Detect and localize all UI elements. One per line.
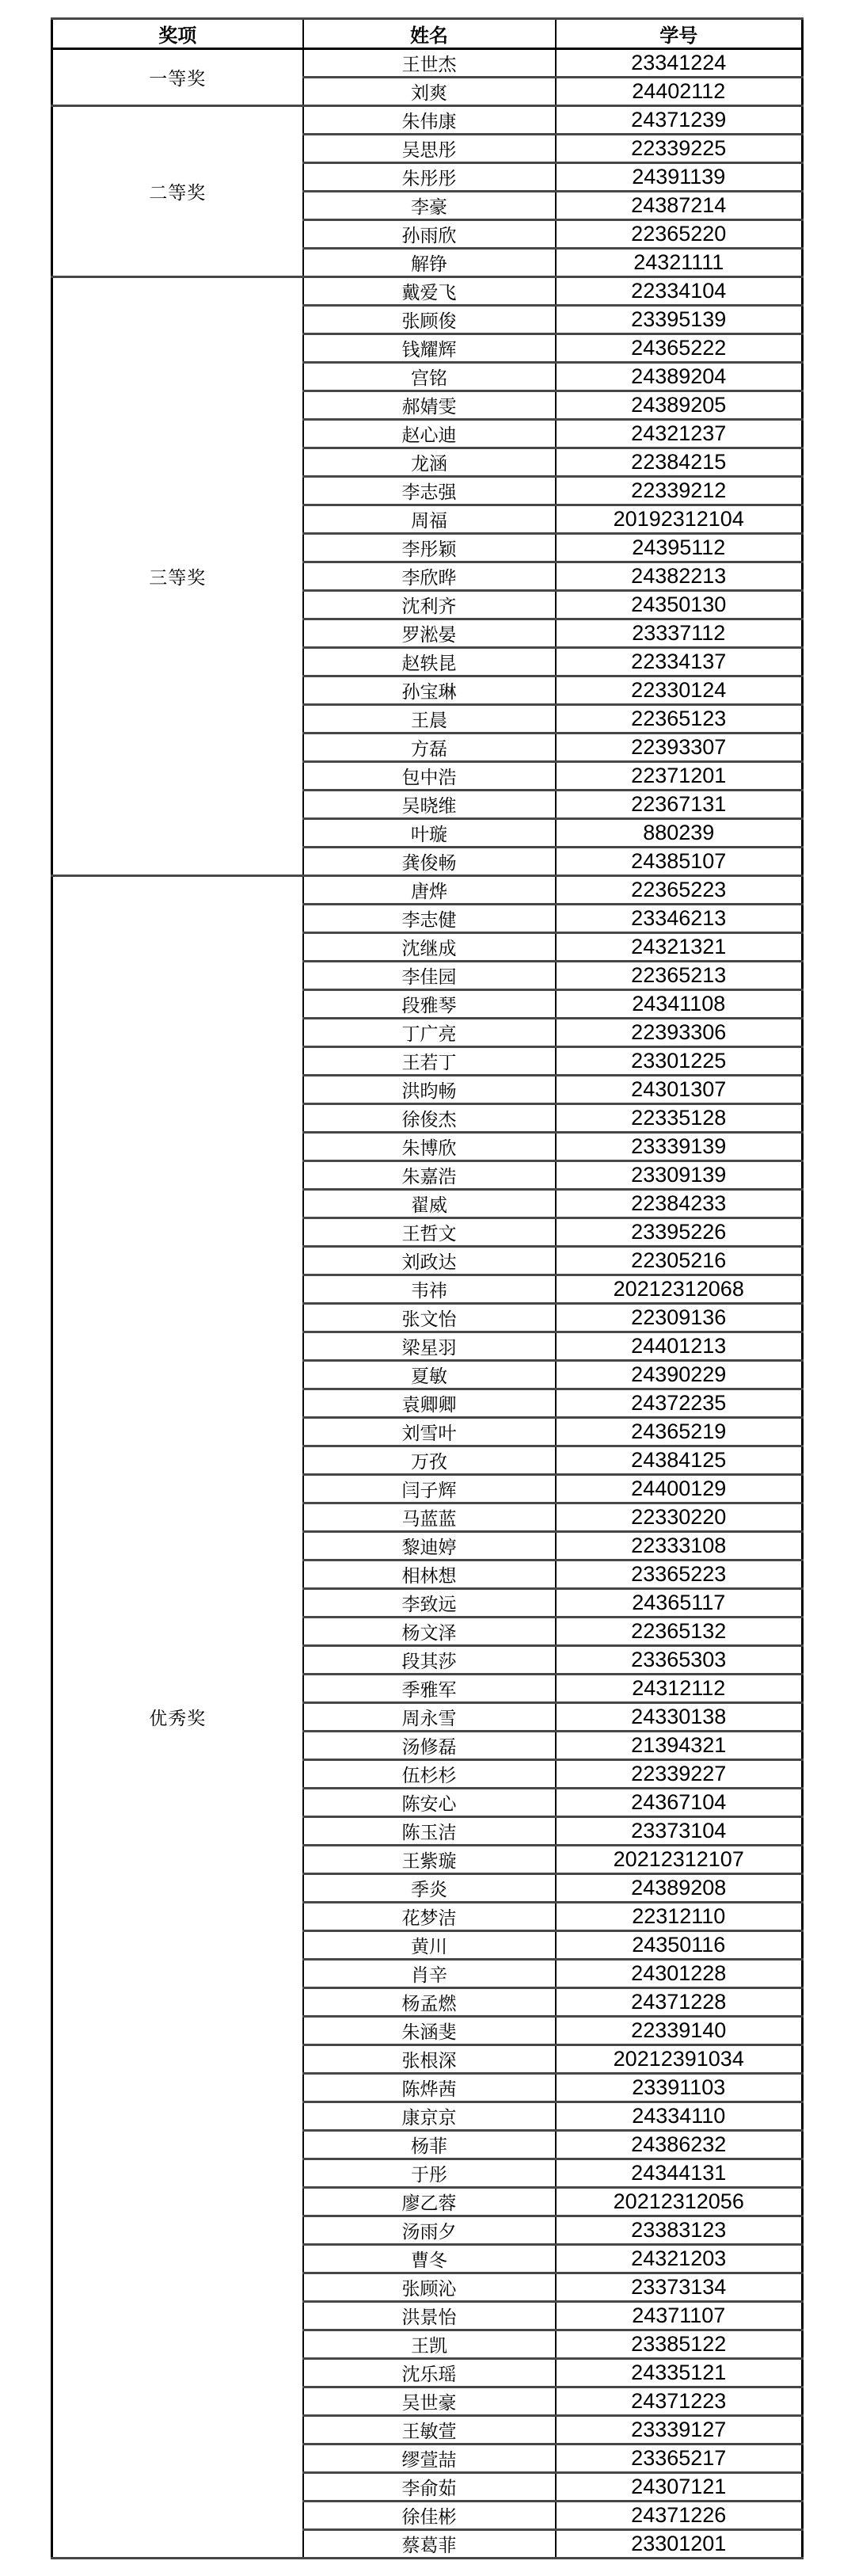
winner-name: 洪昀畅 [303,1076,556,1104]
winner-student-id: 22339227 [556,1760,803,1789]
winner-student-id: 24365222 [556,334,803,363]
winner-name: 王晨 [303,705,556,734]
winner-student-id: 24389208 [556,1874,803,1903]
winner-name: 刘雪叶 [303,1418,556,1446]
winner-name: 缪萱喆 [303,2445,556,2473]
winner-student-id: 23383123 [556,2216,803,2245]
winner-name: 杨菲 [303,2131,556,2159]
winner-name: 万孜 [303,1446,556,1475]
winner-name: 吴晓维 [303,791,556,819]
winner-student-id: 24334110 [556,2102,803,2131]
winner-student-id: 22365123 [556,705,803,734]
winner-name: 朱彤彤 [303,163,556,192]
table-row [52,876,803,905]
winner-student-id: 22393307 [556,734,803,762]
winner-name: 汤修磊 [303,1732,556,1760]
winner-student-id: 24395112 [556,534,803,562]
winner-student-id: 22312110 [556,1903,803,1931]
winner-student-id: 22335128 [556,1104,803,1133]
winner-student-id: 23341224 [556,49,803,78]
winner-student-id: 24350130 [556,591,803,619]
winner-student-id: 24391139 [556,163,803,192]
winner-student-id: 22339140 [556,2017,803,2045]
winner-student-id: 22305216 [556,1247,803,1275]
winner-name: 花梦洁 [303,1903,556,1931]
winner-student-id: 24382213 [556,562,803,591]
winner-name: 郝婧雯 [303,391,556,420]
winner-student-id: 23395139 [556,306,803,334]
winner-student-id: 23365223 [556,1560,803,1589]
award-list [51,17,804,2559]
winner-name: 李彤颖 [303,534,556,562]
winner-student-id: 24384125 [556,1446,803,1475]
winner-student-id: 24371226 [556,2502,803,2530]
winner-student-id: 24365117 [556,1589,803,1618]
winner-student-id: 23373134 [556,2273,803,2302]
winner-student-id: 24350116 [556,1931,803,1960]
winner-student-id: 22384215 [556,448,803,477]
winner-name: 戴爱飞 [303,277,556,306]
winner-student-id: 22365223 [556,876,803,905]
winner-student-id: 23385122 [556,2330,803,2359]
winner-student-id: 22333108 [556,1532,803,1560]
winner-student-id: 24386232 [556,2131,803,2159]
winner-name: 马蓝蓝 [303,1503,556,1532]
winner-name: 季炎 [303,1874,556,1903]
winner-student-id: 24341108 [556,990,803,1019]
winner-student-id: 22334137 [556,648,803,676]
winner-name: 闫子辉 [303,1475,556,1503]
winner-name: 孙宝琳 [303,676,556,705]
winner-name: 赵轶昆 [303,648,556,676]
winner-student-id: 24335121 [556,2359,803,2387]
winner-student-id: 20212312068 [556,1275,803,1304]
winner-name: 钱耀辉 [303,334,556,363]
winner-student-id: 24372235 [556,1389,803,1418]
winner-student-id: 24321237 [556,420,803,448]
winner-name: 吴思彤 [303,135,556,163]
winner-name: 夏敏 [303,1361,556,1389]
winner-name: 朱伟康 [303,106,556,135]
winner-student-id: 22309136 [556,1304,803,1332]
winner-name: 洪景怡 [303,2302,556,2330]
winner-name: 汤雨夕 [303,2216,556,2245]
winner-student-id: 24312112 [556,1675,803,1703]
winner-name: 李志强 [303,477,556,505]
award-table [51,17,804,2559]
winner-name: 肖辛 [303,1960,556,1988]
winner-student-id: 23309139 [556,1161,803,1190]
winner-name: 曹冬 [303,2245,556,2273]
winner-name: 王若丁 [303,1047,556,1076]
winner-student-id: 22365220 [556,220,803,249]
winner-student-id: 24321203 [556,2245,803,2273]
winner-name: 陈烨茜 [303,2074,556,2102]
winner-name: 孙雨欣 [303,220,556,249]
winner-student-id: 22330220 [556,1503,803,1532]
winner-name: 包中浩 [303,762,556,791]
winner-student-id: 21394321 [556,1732,803,1760]
table-row [52,106,803,135]
winner-name: 李佳园 [303,962,556,990]
winner-name: 李志健 [303,905,556,933]
winner-student-id: 24371223 [556,2387,803,2416]
winner-name: 方磊 [303,734,556,762]
header-student-id: 学号 [556,19,803,49]
winner-student-id: 22339212 [556,477,803,505]
winner-name: 段其莎 [303,1646,556,1675]
winner-student-id: 22384233 [556,1190,803,1218]
header-name: 姓名 [303,19,556,49]
winner-name: 张顾俊 [303,306,556,334]
winner-student-id: 24389204 [556,363,803,391]
winner-name: 沈利齐 [303,591,556,619]
winner-name: 王哲文 [303,1218,556,1247]
winner-name: 黎迪婷 [303,1532,556,1560]
winner-name: 陈玉洁 [303,1817,556,1846]
winner-student-id: 24365219 [556,1418,803,1446]
winner-name: 丁广亮 [303,1019,556,1047]
winner-name: 段雅琴 [303,990,556,1019]
winner-name: 王敏萱 [303,2416,556,2445]
winner-name: 李欣晔 [303,562,556,591]
winner-student-id: 24387214 [556,192,803,220]
winner-name: 梁星羽 [303,1332,556,1361]
winner-student-id: 20212312107 [556,1846,803,1874]
winner-name: 廖乙蓉 [303,2188,556,2216]
winner-student-id: 24321111 [556,249,803,277]
winner-name: 刘爽 [303,78,556,106]
winner-student-id: 23346213 [556,905,803,933]
winner-student-id: 23365303 [556,1646,803,1675]
winner-name: 朱嘉浩 [303,1161,556,1190]
winner-student-id: 24390229 [556,1361,803,1389]
winner-student-id: 24330138 [556,1703,803,1732]
winner-name: 黄川 [303,1931,556,1960]
winner-student-id: 22393306 [556,1019,803,1047]
winner-student-id: 22365213 [556,962,803,990]
award-table-body [52,49,803,2559]
winner-name: 刘政达 [303,1247,556,1275]
award-group-label: 优秀奖 [52,876,303,2559]
winner-student-id: 24307121 [556,2473,803,2502]
winner-name: 李俞茹 [303,2473,556,2502]
winner-student-id: 24371107 [556,2302,803,2330]
winner-student-id: 23373104 [556,1817,803,1846]
winner-name: 沈乐瑶 [303,2359,556,2387]
winner-student-id: 24389205 [556,391,803,420]
table-row [52,277,803,306]
winner-name: 张根深 [303,2045,556,2074]
winner-name: 相林想 [303,1560,556,1589]
winner-name: 韦祎 [303,1275,556,1304]
winner-name: 徐佳彬 [303,2502,556,2530]
winner-name: 朱涵斐 [303,2017,556,2045]
winner-student-id: 20212391034 [556,2045,803,2074]
winner-name: 于彤 [303,2159,556,2188]
winner-name: 周永雪 [303,1703,556,1732]
winner-student-id: 24301228 [556,1960,803,1988]
winner-name: 王世杰 [303,49,556,78]
winner-student-id: 23365217 [556,2445,803,2473]
winner-name: 吴世豪 [303,2387,556,2416]
winner-student-id: 22371201 [556,762,803,791]
winner-student-id: 24371228 [556,1988,803,2017]
winner-student-id: 20212312056 [556,2188,803,2216]
winner-student-id: 23339139 [556,1133,803,1161]
winner-name: 伍杉杉 [303,1760,556,1789]
winner-student-id: 22330124 [556,676,803,705]
winner-student-id: 23337112 [556,619,803,648]
winner-student-id: 23339127 [556,2416,803,2445]
winner-student-id: 23301201 [556,2530,803,2559]
winner-student-id: 24385107 [556,848,803,876]
winner-student-id: 24301307 [556,1076,803,1104]
winner-student-id: 23301225 [556,1047,803,1076]
winner-student-id: 24402112 [556,78,803,106]
winner-name: 徐俊杰 [303,1104,556,1133]
award-group-label: 一等奖 [52,49,303,106]
winner-name: 王紫璇 [303,1846,556,1874]
winner-student-id: 24401213 [556,1332,803,1361]
header-award: 奖项 [52,19,303,49]
winner-name: 蔡葛菲 [303,2530,556,2559]
winner-name: 张顾沁 [303,2273,556,2302]
winner-name: 叶璇 [303,819,556,848]
winner-name: 解铮 [303,249,556,277]
winner-student-id: 24344131 [556,2159,803,2188]
winner-student-id: 24321321 [556,933,803,962]
table-row [52,49,803,78]
winner-name: 杨孟燃 [303,1988,556,2017]
winner-student-id: 20192312104 [556,505,803,534]
winner-student-id: 22365132 [556,1618,803,1646]
winner-name: 朱博欣 [303,1133,556,1161]
winner-name: 李豪 [303,192,556,220]
winner-name: 龙涵 [303,448,556,477]
winner-name: 周福 [303,505,556,534]
header-row [52,19,803,49]
winner-name: 罗淞晏 [303,619,556,648]
winner-student-id: 22334104 [556,277,803,306]
winner-name: 陈安心 [303,1789,556,1817]
winner-student-id: 24367104 [556,1789,803,1817]
winner-name: 翟威 [303,1190,556,1218]
winner-student-id: 23395226 [556,1218,803,1247]
winner-name: 龚俊畅 [303,848,556,876]
winner-name: 季雅军 [303,1675,556,1703]
winner-name: 赵心迪 [303,420,556,448]
winner-student-id: 22367131 [556,791,803,819]
winner-name: 唐烨 [303,876,556,905]
winner-student-id: 24400129 [556,1475,803,1503]
winner-student-id: 880239 [556,819,803,848]
winner-student-id: 22339225 [556,135,803,163]
winner-student-id: 24371239 [556,106,803,135]
winner-name: 张文怡 [303,1304,556,1332]
award-group-label: 三等奖 [52,277,303,876]
winner-name: 康京京 [303,2102,556,2131]
winner-name: 王凯 [303,2330,556,2359]
winner-name: 李致远 [303,1589,556,1618]
winner-name: 杨文泽 [303,1618,556,1646]
award-table-header [52,19,803,49]
winner-name: 袁卿卿 [303,1389,556,1418]
winner-name: 沈继成 [303,933,556,962]
winner-name: 宫铭 [303,363,556,391]
winner-student-id: 23391103 [556,2074,803,2102]
award-group-label: 二等奖 [52,106,303,277]
